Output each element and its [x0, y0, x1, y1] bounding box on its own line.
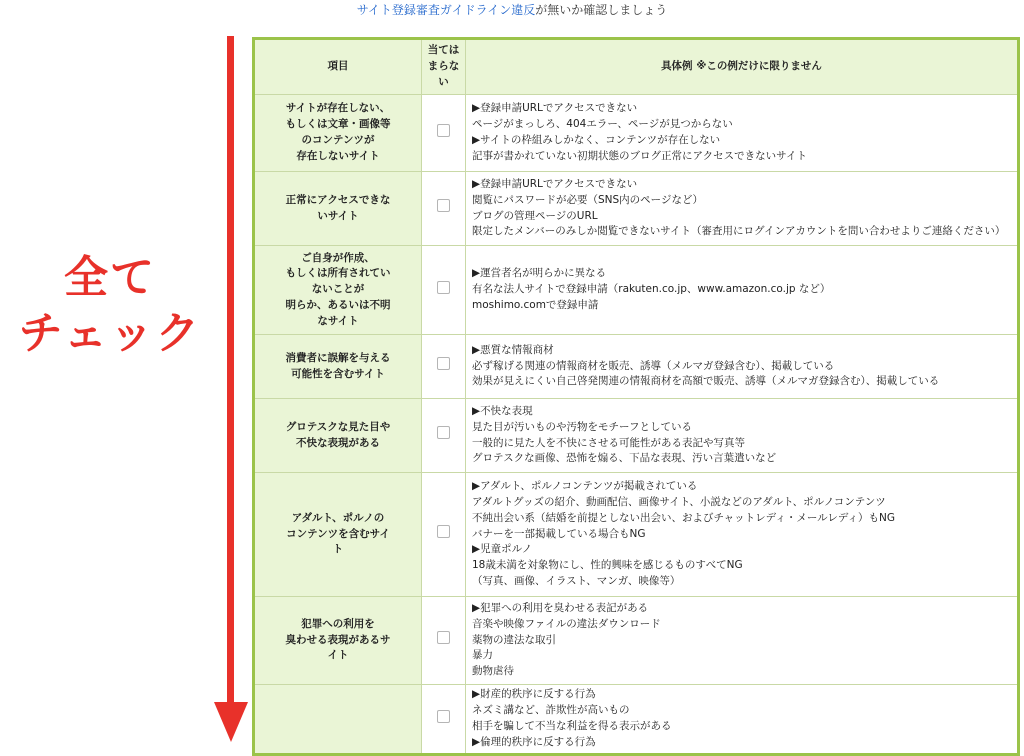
- example-line: ▶不快な表現: [472, 404, 533, 417]
- example-line: 音楽や映像ファイルの違法ダウンロード: [472, 617, 661, 630]
- example-line: アダルトグッズの紹介、動画配信、画像サイト、小説などのアダルト、ポルノコンテンツ: [472, 496, 886, 508]
- example-line: グロテスクな画像、恐怖を煽る、下品な表現、汚い言葉遣いなど: [472, 452, 777, 465]
- row-item-label: ご自身が作成、 もしくは所有されてい ないことが 明らか、あるいは不明 なサイト: [254, 246, 422, 335]
- example-line: 不純出会い系（結婚を前提としない出会い、およびチャットレディ・メールレディ）もNG: [472, 511, 896, 524]
- example-line: 薬物の違法な取引: [472, 633, 556, 646]
- not-applicable-checkbox[interactable]: [437, 199, 450, 212]
- example-line: ネズミ講など、詐欺性が高いもの: [472, 704, 630, 717]
- example-line: ▶登録申請URLでアクセスできない: [472, 102, 638, 115]
- page-heading: [0, 0, 1024, 20]
- table-row: [254, 597, 1019, 685]
- row-check-cell: [422, 597, 466, 685]
- table-row: [254, 95, 1019, 172]
- not-applicable-checkbox[interactable]: [437, 631, 450, 644]
- down-arrow-icon: [210, 36, 254, 746]
- not-applicable-checkbox[interactable]: [437, 357, 450, 370]
- row-check-cell: [422, 95, 466, 172]
- row-examples: [466, 246, 1019, 335]
- example-line: 見た目が汚いものや汚物をモチーフとしている: [472, 420, 692, 433]
- header-examples: 具体例 ※この例だけに限りません: [466, 39, 1019, 95]
- not-applicable-checkbox[interactable]: [437, 124, 450, 137]
- example-line: ▶悪質な情報商材: [472, 343, 554, 356]
- row-check-cell: [422, 473, 466, 597]
- row-check-cell: [422, 335, 466, 399]
- example-line: 必ず稼げる関連の情報商材を販売、誘導（メルマガ登録含む）、掲載している: [472, 359, 835, 372]
- example-line: ▶登録申請URLでアクセスできない: [472, 177, 638, 190]
- row-check-cell: [422, 399, 466, 473]
- not-applicable-checkbox[interactable]: [437, 281, 450, 294]
- example-line: ページがまっしろ、404エラー、ページが見つからない: [472, 118, 733, 131]
- example-line: 暴力: [472, 649, 493, 662]
- table-row: [254, 335, 1019, 399]
- not-applicable-checkbox[interactable]: [437, 525, 450, 538]
- table-row: [254, 399, 1019, 473]
- example-line: 閲覧にパスワードが必要（SNS内のページなど）: [472, 193, 703, 206]
- row-examples: [466, 335, 1019, 399]
- row-item-label: 正常にアクセスできな いサイト: [254, 172, 422, 246]
- row-item-label: グロテスクな見た目や 不快な表現がある: [254, 399, 422, 473]
- annotation-label: [10, 250, 210, 362]
- annotation-line-2: チェック: [18, 308, 202, 359]
- example-line: 記事が書かれていない初期状態のブログ正常にアクセスできないサイト: [472, 149, 807, 162]
- example-line: ▶財産的秩序に反する行為: [472, 688, 596, 701]
- row-item-label: [254, 685, 422, 755]
- row-examples: [466, 473, 1019, 597]
- row-item-label: 犯罪への利用を 臭わせる表現があるサ イト: [254, 597, 422, 685]
- heading-text: が無いか確認しましょう: [535, 3, 668, 17]
- row-check-cell: [422, 685, 466, 755]
- row-item-label: サイトが存在しない、 もしくは文章・画像等 のコンテンツが 存在しないサイト: [254, 95, 422, 172]
- header-not-applicable: 当ては まらな い: [422, 39, 466, 95]
- annotation-line-1: 全て: [64, 252, 156, 303]
- row-item-label: 消費者に誤解を与える 可能性を含むサイト: [254, 335, 422, 399]
- table-header-row: [254, 39, 1019, 95]
- example-line: （写真、画像、イラスト、マンガ、映像等）: [472, 574, 681, 587]
- guideline-table: [252, 37, 1020, 756]
- row-examples: [466, 399, 1019, 473]
- row-item-label: アダルト、ポルノの コンテンツを含むサイ ト: [254, 473, 422, 597]
- example-line: 有名な法人サイトで登録申請（rakuten.co.jp、www.amazon.co.jp など）: [472, 283, 831, 296]
- example-line: 限定したメンバーのみしか閲覧できないサイト（審査用にログインアカウントを問い合わせよりご連絡ください）: [472, 225, 1006, 238]
- row-examples: [466, 95, 1019, 172]
- not-applicable-checkbox[interactable]: [437, 710, 450, 723]
- example-line: ▶サイトの枠組みしかなく、コンテンツが存在しない: [472, 134, 721, 146]
- not-applicable-checkbox[interactable]: [437, 426, 450, 439]
- example-line: 一般的に見た人を不快にさせる可能性がある表記や写真等: [472, 436, 745, 449]
- example-line: ▶倫理的秩序に反する行為: [472, 735, 596, 748]
- row-check-cell: [422, 172, 466, 246]
- example-line: 動物虐待: [472, 665, 514, 678]
- table-row: [254, 685, 1019, 755]
- row-examples: [466, 685, 1019, 755]
- example-line: バナーを一部掲載している場合もNG: [472, 527, 646, 540]
- example-line: ▶アダルト、ポルノコンテンツが掲載されている: [472, 480, 698, 493]
- table-row: [254, 246, 1019, 335]
- row-check-cell: [422, 246, 466, 335]
- table-row: [254, 172, 1019, 246]
- example-line: ▶運営者名が明らかに異なる: [472, 267, 607, 280]
- example-line: ブログの管理ページのURL: [472, 209, 598, 222]
- guideline-link[interactable]: サイト登録審査ガイドライン違反: [356, 3, 536, 17]
- example-line: 効果が見えにくい自己啓発関連の情報商材を高額で販売、誘導（メルマガ登録含む）、掲載している: [472, 375, 940, 388]
- header-item: 項目: [254, 39, 422, 95]
- example-line: 相手を騙して不当な利益を得る表示がある: [472, 720, 672, 732]
- example-line: 18歳未満を対象物にし、性的興味を感じるものすべてNG: [472, 559, 743, 572]
- example-line: moshimo.comで登録申請: [472, 298, 599, 311]
- row-examples: [466, 597, 1019, 685]
- row-examples: [466, 172, 1019, 246]
- example-line: ▶児童ポルノ: [472, 543, 533, 556]
- table-row: [254, 473, 1019, 597]
- example-line: ▶犯罪への利用を臭わせる表記がある: [472, 602, 649, 614]
